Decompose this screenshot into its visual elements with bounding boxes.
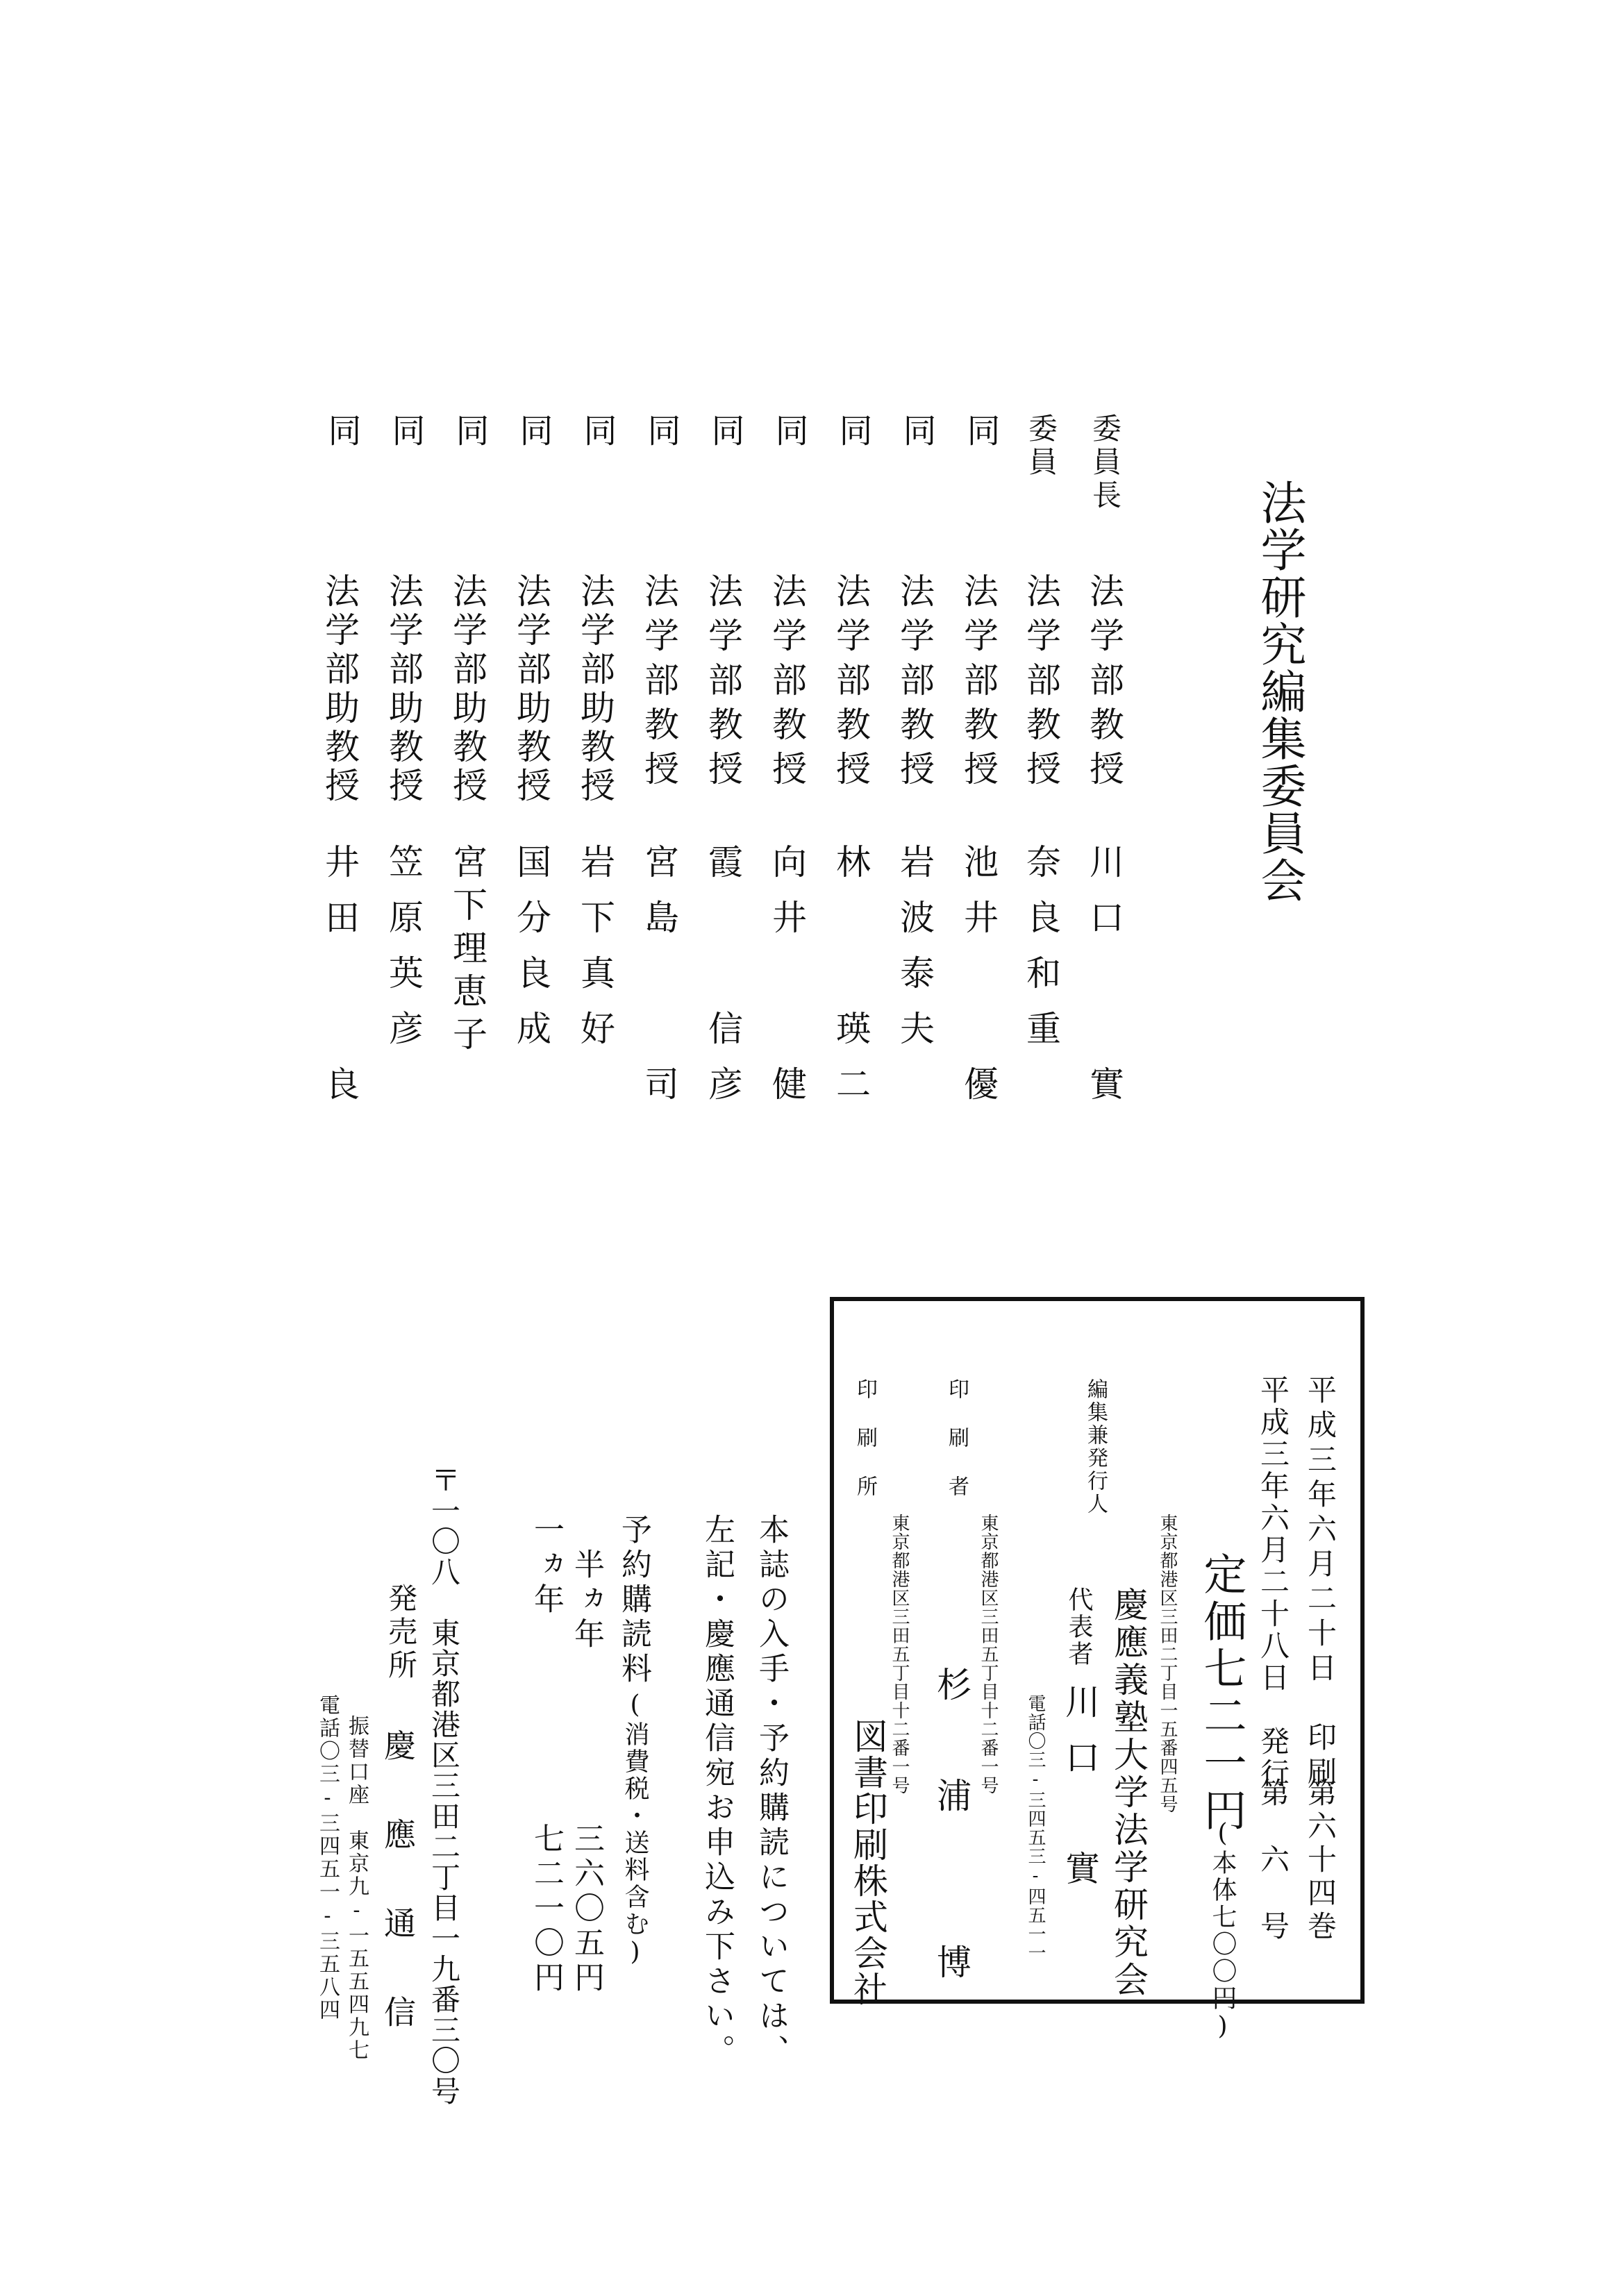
member-affiliation: 法学部教授 bbox=[1021, 573, 1061, 795]
publisher-address: 東京都港区三田二丁目一五番四五号 bbox=[1157, 1514, 1178, 1813]
notice-line-2: 左記・慶應通信宛お申込み下さい。 bbox=[699, 1514, 735, 2069]
member-affiliation: 法学部助教授 bbox=[575, 573, 615, 806]
member-affiliation: 法学部教授 bbox=[831, 573, 871, 795]
print-shop-label: 印刷所 bbox=[853, 1378, 877, 1524]
distributor-label: 発売所 bbox=[384, 1583, 418, 1683]
member-role: 同 bbox=[706, 413, 744, 451]
member-name: 川口 實 bbox=[1084, 844, 1124, 1121]
print-shop-address: 東京都港区三田五丁目十二番一号 bbox=[889, 1514, 910, 1795]
member-name: 宮島 司 bbox=[639, 844, 679, 1121]
member-name: 井田 良 bbox=[319, 844, 360, 1121]
printer-address: 東京都港区三田五丁目十二番一号 bbox=[978, 1514, 999, 1795]
member-role: 同 bbox=[897, 413, 936, 451]
volume: 第六十四巻 bbox=[1303, 1777, 1337, 1944]
publisher-org: 慶應義塾大学法学研究会 bbox=[1108, 1586, 1149, 1999]
member-role: 委員長 bbox=[1088, 413, 1122, 513]
member-affiliation: 法学部助教授 bbox=[319, 573, 360, 806]
printer-name: 杉 浦 博 bbox=[931, 1666, 971, 2000]
member-role: 同 bbox=[769, 413, 808, 451]
member-role: 同 bbox=[450, 413, 489, 451]
member-role: 同 bbox=[961, 413, 1000, 451]
member-affiliation: 法学部教授 bbox=[767, 573, 807, 795]
half-year-label: 半ヵ年 bbox=[569, 1548, 604, 1652]
half-year-price: 三六〇五円 bbox=[569, 1822, 604, 1996]
member-role: 同 bbox=[642, 413, 681, 451]
member-name: 岩下真好 bbox=[575, 844, 615, 1066]
member-name: 岩波泰夫 bbox=[894, 844, 935, 1066]
member-name: 霞 信彦 bbox=[703, 844, 743, 1121]
printer-label: 印刷者 bbox=[944, 1378, 969, 1524]
member-affiliation: 法学部助教授 bbox=[383, 573, 424, 806]
member-role: 委員 bbox=[1024, 413, 1058, 480]
member-name: 笠原英彦 bbox=[383, 844, 424, 1066]
distributor-phone: 電話〇三-三四五一-三五八四 bbox=[315, 1694, 340, 2022]
price: 定価七二一円 bbox=[1196, 1552, 1247, 1835]
member-role: 同 bbox=[386, 413, 425, 451]
member-affiliation: 法学部教授 bbox=[703, 573, 743, 795]
fee-note: (消費税・送料含む) bbox=[621, 1691, 649, 1968]
one-year-label: 一ヵ年 bbox=[528, 1514, 564, 1618]
member-affiliation: 法学部助教授 bbox=[511, 573, 551, 806]
member-name: 国分良成 bbox=[511, 844, 551, 1066]
member-role: 同 bbox=[322, 413, 361, 451]
member-role: 同 bbox=[578, 413, 617, 451]
member-affiliation: 法学部教授 bbox=[639, 573, 679, 795]
fee-label: 予約購読料 bbox=[616, 1514, 651, 1687]
member-role: 同 bbox=[514, 413, 553, 451]
member-affiliation: 法学部教授 bbox=[894, 573, 935, 795]
transfer-account: 振替口座 東京九-一五五四九七 bbox=[344, 1715, 369, 2062]
publisher-label: 編集兼発行人 bbox=[1083, 1378, 1108, 1516]
publish-date: 平成三年六月二十八日 発行 bbox=[1256, 1375, 1290, 1790]
print-date: 平成三年六月二十日 印刷 bbox=[1303, 1375, 1337, 1791]
member-affiliation: 法学部助教授 bbox=[447, 573, 487, 806]
distributor-name: 慶 應 通 信 bbox=[379, 1729, 417, 2040]
one-year-price: 七二一〇円 bbox=[528, 1822, 564, 1996]
member-role: 同 bbox=[833, 413, 872, 451]
price-note: (本体七〇〇円) bbox=[1208, 1819, 1237, 2043]
member-name: 池井 優 bbox=[958, 844, 999, 1121]
publisher-rep: 川口 實 bbox=[1060, 1684, 1100, 1906]
member-name: 宮下理恵子 bbox=[447, 844, 487, 1059]
member-name: 林 瑛二 bbox=[831, 844, 871, 1121]
member-name: 奈良和重 bbox=[1021, 844, 1061, 1066]
notice-line-1: 本誌の入手・予約購読については、 bbox=[753, 1514, 789, 2069]
publisher-rep-label: 代表者 bbox=[1065, 1586, 1093, 1668]
distributor-address: 〒一〇八 東京都港区三田二丁目一九番三〇号 bbox=[427, 1465, 461, 2106]
member-affiliation: 法学部教授 bbox=[958, 573, 999, 795]
member-affiliation: 法学部教授 bbox=[1084, 573, 1124, 795]
member-name: 向井 健 bbox=[767, 844, 807, 1121]
publisher-phone: 電話〇三-三四五三-四五一一 bbox=[1025, 1694, 1046, 1962]
print-shop-name: 図書印刷株式会社 bbox=[848, 1718, 888, 2007]
committee-title: 法学研究編集委員会 bbox=[1253, 479, 1306, 904]
issue-number: 第 六 号 bbox=[1256, 1777, 1290, 1944]
